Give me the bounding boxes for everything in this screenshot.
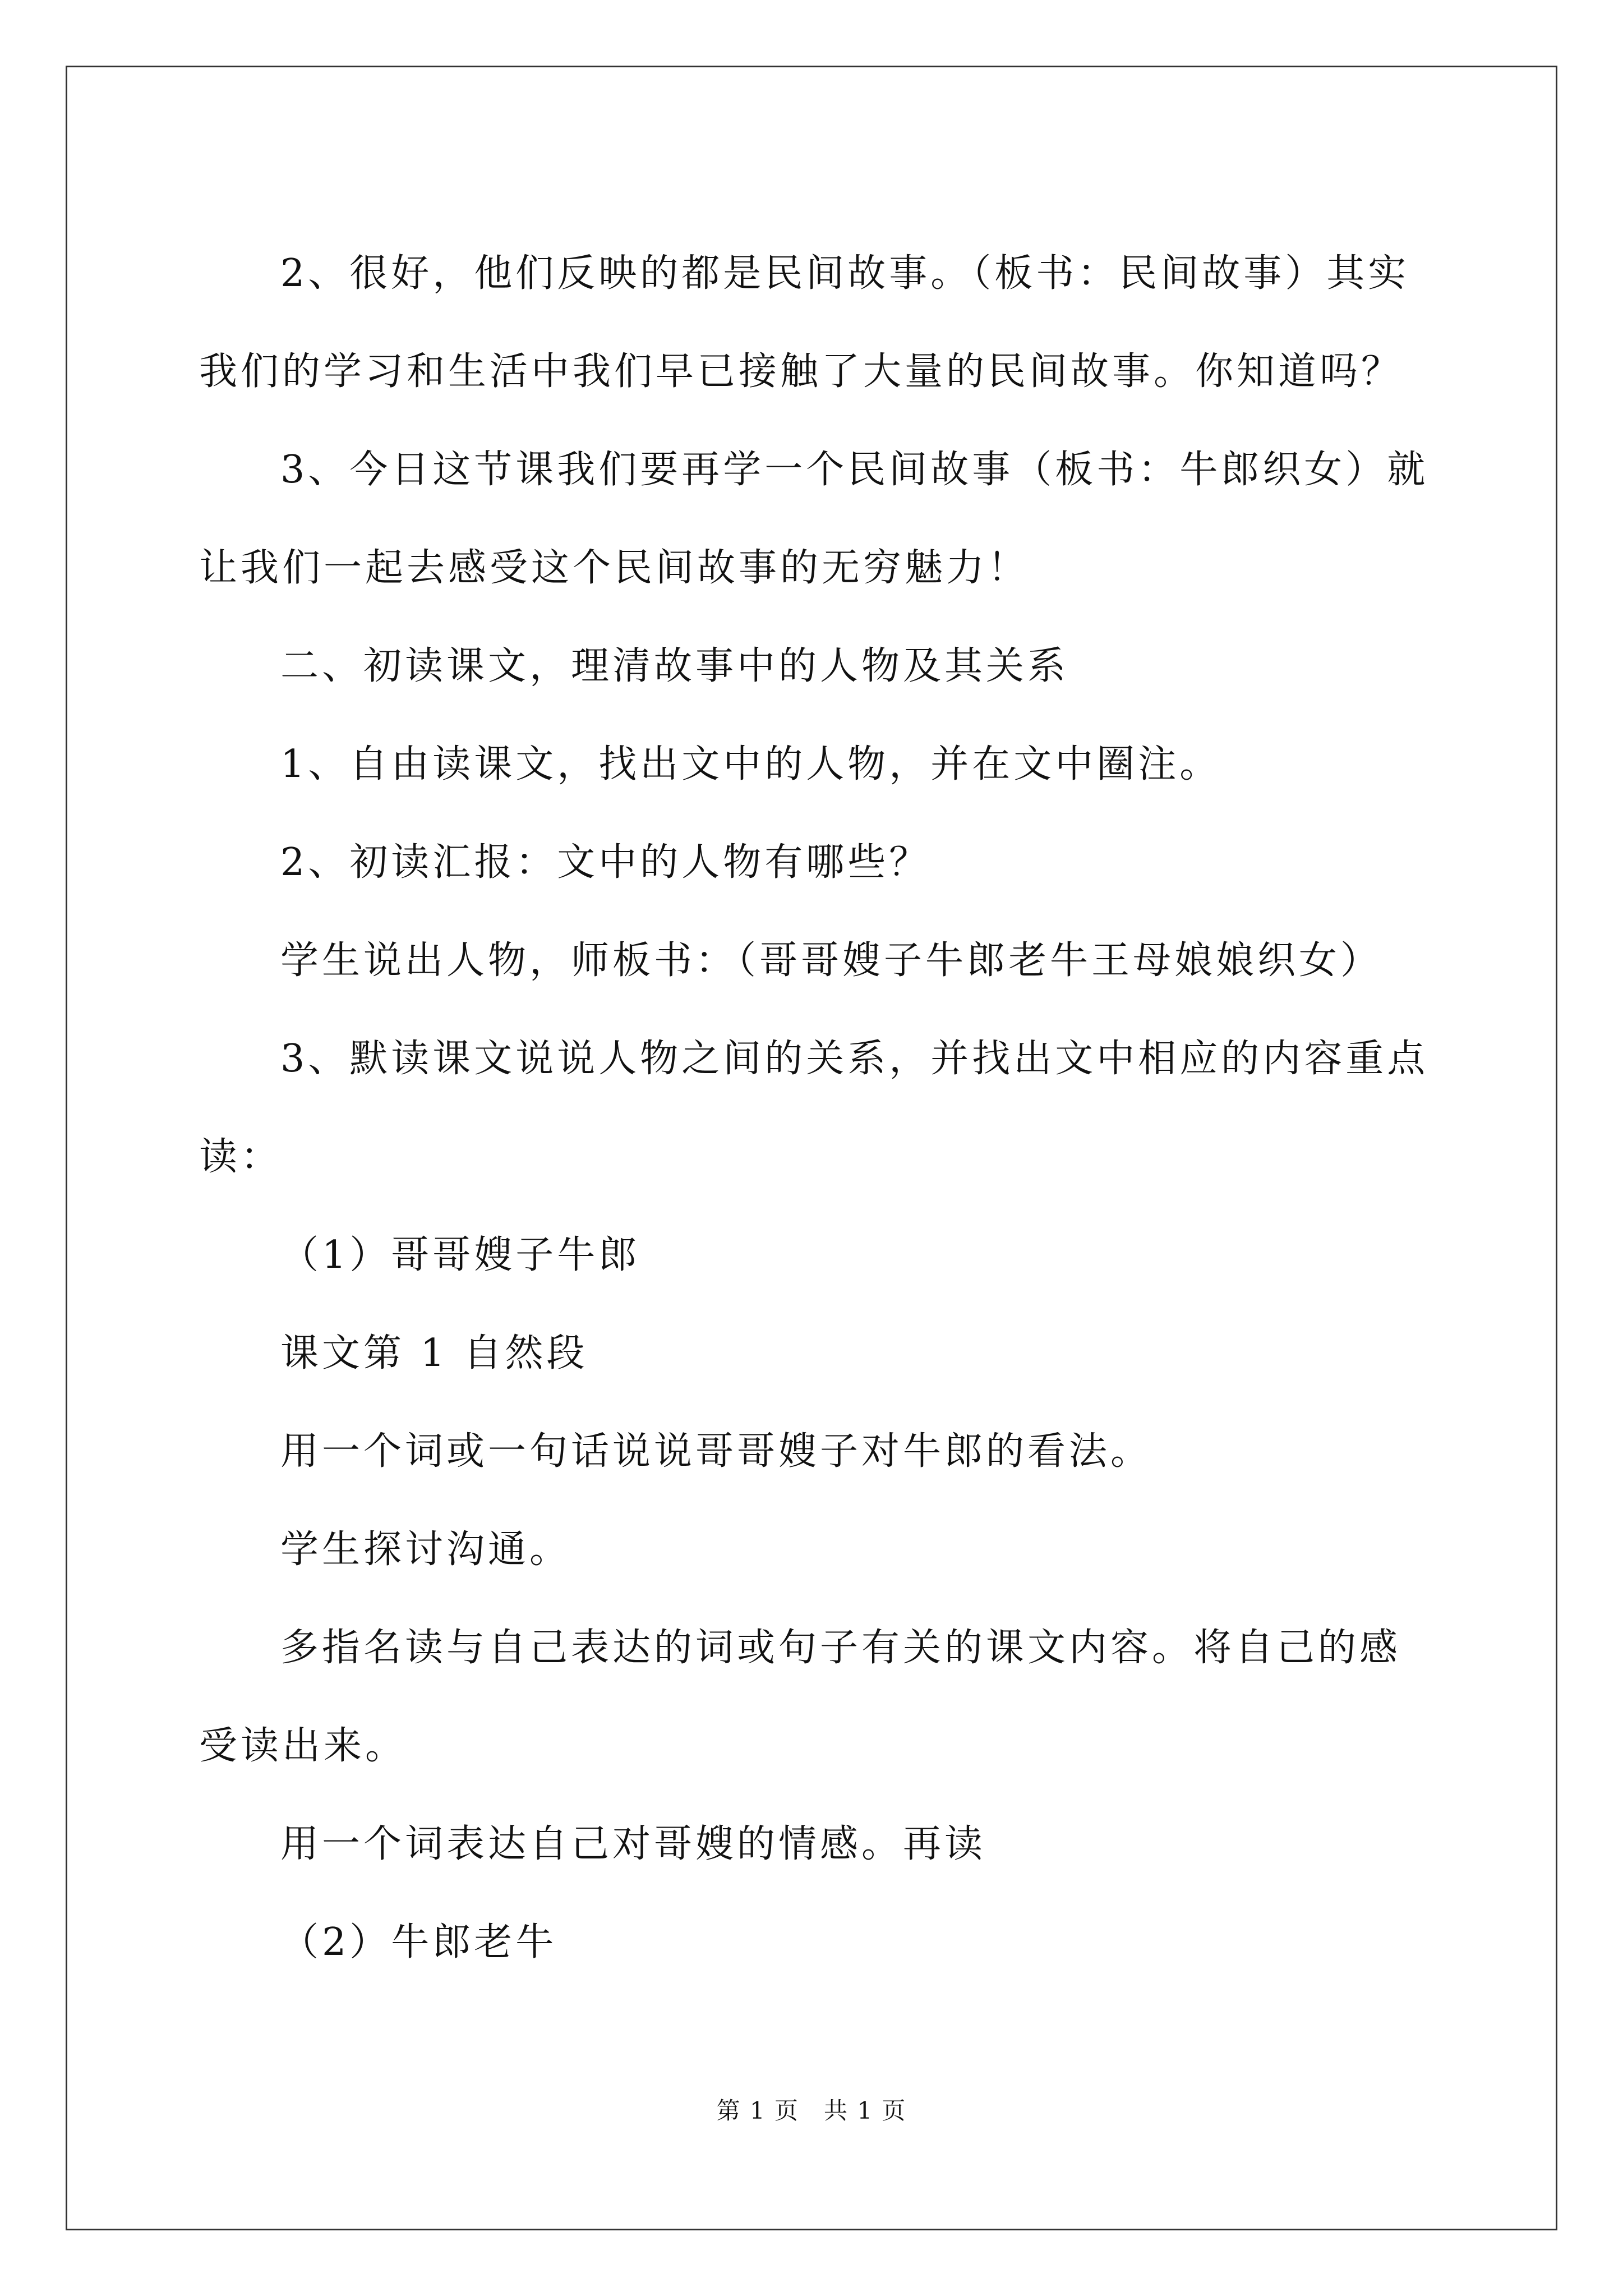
paragraph-10: 多指名读与自己表达的词或句子有关的课文内容。将自己的感受读出来。: [199, 1626, 1401, 1768]
section-heading: 二、初读课文，理清故事中的人物及其关系: [280, 644, 1069, 688]
paragraph-5: 学生说出人物，师板书：（哥哥嫂子牛郎老牛王母娘娘织女）: [280, 938, 1382, 983]
paragraph-4: 2、初读汇报：文中的人物有哪些？: [280, 840, 931, 885]
document-body: [199, 224, 1433, 1991]
paragraph-1: 2、很好，他们反映的都是民间故事。（板书：民间故事）其实我们的学习和生活中我们早已接触了大量的民间故事。你知道吗？: [199, 251, 1410, 394]
paragraph-9: 学生探讨沟通。: [280, 1527, 571, 1572]
paragraph-7: 课文第 1 自然段: [280, 1331, 588, 1375]
subheading-1: （1）哥哥嫂子牛郎: [280, 1233, 640, 1277]
paragraph-2: 3、今日这节课我们要再学一个民间故事（板书：牛郎织女）就让我们一起去感受这个民间故事的无穷魅力！: [199, 448, 1429, 590]
subheading-2: （2）牛郎老牛: [280, 1920, 557, 1964]
paragraph-8: 用一个词或一句话说说哥哥嫂子对牛郎的看法。: [280, 1429, 1152, 1474]
paragraph-6: 3、默读课文说说人物之间的关系，并找出文中相应的内容重点读：: [199, 1037, 1429, 1179]
paragraph-11: 用一个词表达自己对哥嫂的情感。再读: [280, 1822, 986, 1866]
page-number-footer: 第 1 页 共 1 页: [716, 2097, 907, 2124]
paragraph-3: 1、自由读课文，找出文中的人物，并在文中圈注。: [280, 742, 1221, 786]
